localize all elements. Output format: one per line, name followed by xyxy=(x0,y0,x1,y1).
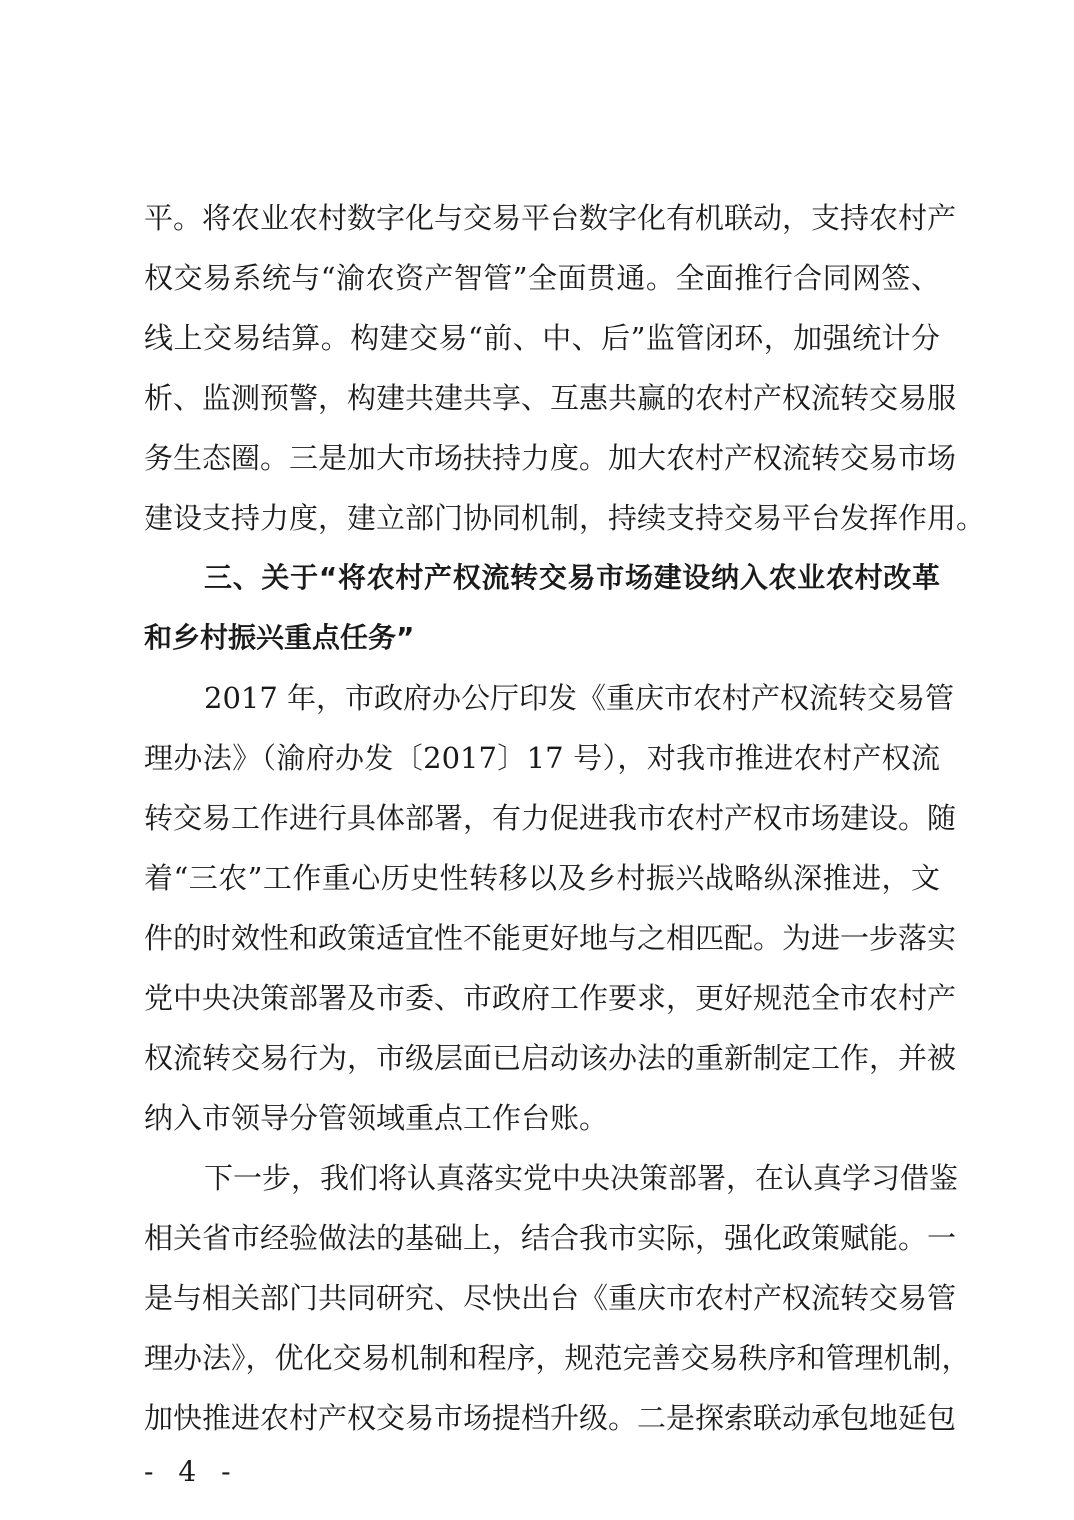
body-text-line: 析、监测预警，构建共建共享、互惠共赢的农村产权流转交易服 xyxy=(144,381,957,415)
page-number: - 4 - xyxy=(144,1455,239,1488)
body-text-line: 相关省市经验做法的基础上，结合我市实际，强化政策赋能。一 xyxy=(144,1221,957,1255)
body-text-line: 权流转交易行为，市级层面已启动该办法的重新制定工作，并被 xyxy=(144,1041,957,1075)
body-text-line: 建设支持力度，建立部门协同机制，持续支持交易平台发挥作用。 xyxy=(144,501,986,535)
section-heading: 三、关于“将农村产权流转交易市场建设纳入农业农村改革 xyxy=(204,561,940,594)
body-text-line: 转交易工作进行具体部署，有力促进我市农村产权市场建设。随 xyxy=(144,801,957,835)
body-text-line: 纳入市领导分管领域重点工作台账。 xyxy=(144,1101,609,1135)
body-text-line: 权交易系统与“渝农资产智管”全面贯通。全面推行合同网签、 xyxy=(144,261,940,295)
body-text-line: 理办法》（渝府办发〔2017〕17 号），对我市推进农村产权流 xyxy=(144,741,940,775)
body-text-line: 党中央决策部署及市委、市政府工作要求，更好规范全市农村产 xyxy=(144,981,957,1015)
body-text-line: 着“三农”工作重心历史性转移以及乡村振兴战略纵深推进，文 xyxy=(144,861,940,895)
body-text-line: 件的时效性和政策适宜性不能更好地与之相匹配。为进一步落实 xyxy=(144,921,957,955)
body-text-line: 务生态圈。三是加大市场扶持力度。加大农村产权流转交易市场 xyxy=(144,441,957,475)
section-heading-continued: 和乡村振兴重点任务” xyxy=(144,621,415,654)
body-text-line: 是与相关部门共同研究、尽快出台《重庆市农村产权流转交易管 xyxy=(144,1281,957,1315)
body-text-line: 加快推进农村产权交易市场提档升级。二是探索联动承包地延包 xyxy=(144,1401,957,1435)
body-text-line: 理办法》，优化交易机制和程序，规范完善交易秩序和管理机制， xyxy=(144,1341,971,1375)
body-text-line: 2017 年，市政府办公厅印发《重庆市农村产权流转交易管 xyxy=(204,681,955,715)
body-text-line: 线上交易结算。构建交易“前、中、后”监管闭环，加强统计分 xyxy=(144,321,940,355)
body-text-line: 下一步，我们将认真落实党中央决策部署，在认真学习借鉴 xyxy=(204,1161,959,1195)
body-text-line: 平。将农业农村数字化与交易平台数字化有机联动，支持农村产 xyxy=(144,201,957,235)
